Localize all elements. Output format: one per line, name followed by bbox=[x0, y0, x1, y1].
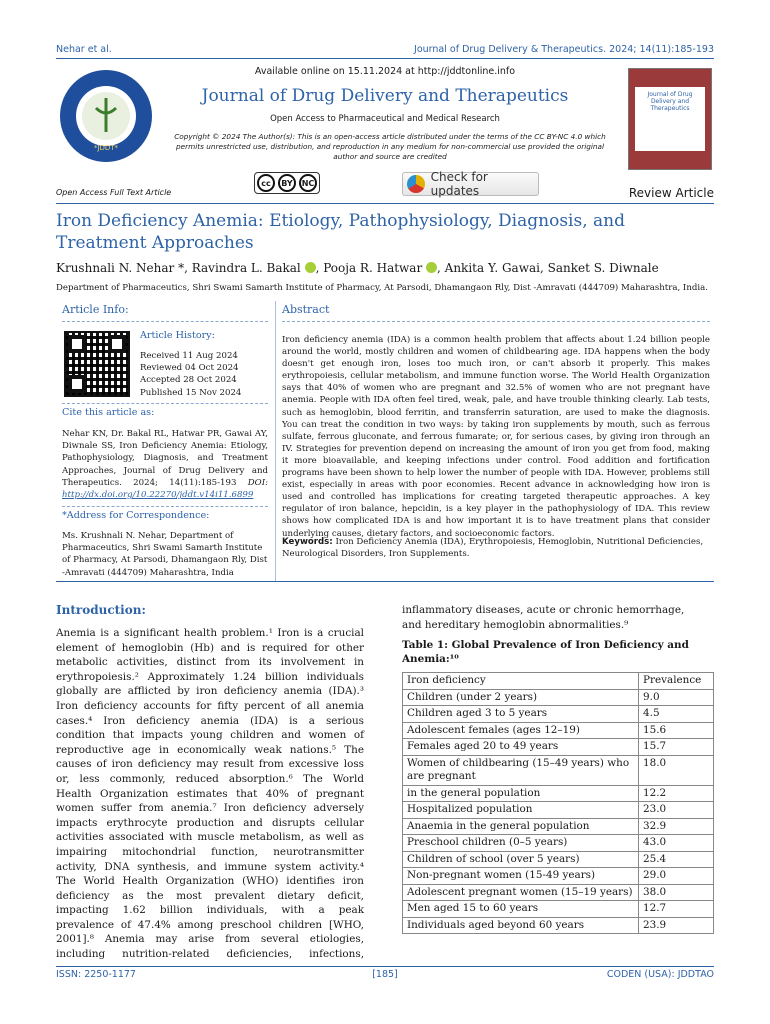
intro-line: impacts erythrocyte production and disrupts cellular bbox=[56, 816, 364, 829]
prevalence-cell: 9.0 bbox=[639, 689, 714, 706]
abstract-bottom-rule bbox=[56, 581, 714, 582]
intro-line: activities associated with muscle metabolism, as well as bbox=[56, 831, 364, 844]
intro-continued: inflammatory diseases, acute or chronic hemorrhage, and hereditary hemoglobin abnormalities.⁹ bbox=[402, 604, 685, 631]
prevalence-cell: 25.4 bbox=[639, 851, 714, 868]
open-access-label: Open Access Full Text Article bbox=[56, 188, 172, 197]
intro-text bbox=[56, 626, 364, 962]
intro-line: erythropoiesis.² Approximately 1.24 billion individuals bbox=[56, 670, 364, 683]
intro-line: Iron deficiency accounts for fifty percent of all anemia bbox=[56, 699, 364, 712]
abstract-text: Iron deficiency anemia (IDA) is a common health problem that affects about 1.24 billion people around the world, mostly children and women of childbearing age. IDA happens when the body doesn't get enough iron, loses too much iron, or can't absorb it properly. This makes erythropoiesis, cellular metabolism, and immune function worse. The World Health Organization says that 40% of women who are pregnant and 32.5% of women who are not pregnant have anemia. People with IDA often feel tired, weak, pale, and have trouble thinking clearly. Lab tests, such as hemoglobin, blood ferritin, and transferrin saturation, are used to make the diagnosis. You can treat the condition in two ways: by taking iron supplements by mouth, such as ferrous sulfate, ferrous gluconate, and ferrous fumarate; or, for serious cases, by giving iron through an IV. Strategies for prevention depend on increasing the amount of iron you get from food, making it more bioavailable, and keeping infections under control. Food addition and fortification programs have been shown to help lower the number of people with IDA. However, problems still exist, especially in areas with poor economies. Recent advance in acknowledging how iron is used and controlled has implications for creating targeted therapeutic approaches. A key regulator of iron balance, hepcidin, is a key player in the pathophysiology of IDA. This review shows how complicated IDA is and how important it is to have treatment plans that consider underlying causes, dietary factors, and socioeconomic factors. bbox=[282, 335, 710, 539]
prevalence-cell: 15.7 bbox=[639, 739, 714, 756]
article-info-heading: Article Info: bbox=[62, 303, 129, 316]
check-for-updates-button[interactable] bbox=[402, 172, 539, 196]
running-citation: Journal of Drug Delivery & Therapeutics. 2024; 14(11):185-193 bbox=[414, 44, 714, 55]
abstract-heading: Abstract bbox=[282, 303, 330, 316]
prevalence-cell: 23.9 bbox=[639, 917, 714, 934]
header-rule bbox=[56, 58, 714, 59]
prevalence-cell: 12.2 bbox=[639, 785, 714, 802]
orcid-icon[interactable] bbox=[426, 262, 437, 273]
intro-heading: Introduction: bbox=[56, 603, 146, 617]
header-cell: Iron deficiency bbox=[403, 673, 639, 690]
info-divider bbox=[62, 403, 268, 404]
intro-line: women suffer from anemia.⁷ Iron deficiency adversely bbox=[56, 802, 364, 815]
prevalence-table bbox=[402, 672, 714, 934]
table-row bbox=[403, 755, 714, 785]
group-cell: Non-pregnant women (15-49 years) bbox=[403, 868, 639, 885]
group-cell: Adolescent females (ages 12–19) bbox=[403, 722, 639, 739]
prevalence-cell: 29.0 bbox=[639, 868, 714, 885]
check-for-updates-label: Check for updates bbox=[430, 170, 488, 198]
intro-line: The World Health Organization (WHO) identifies iron bbox=[56, 875, 364, 888]
group-cell: Hospitalized population bbox=[403, 802, 639, 819]
group-cell: Females aged 20 to 49 years bbox=[403, 739, 639, 756]
authors-part-1: Krushnali N. Nehar *, Ravindra L. Bakal bbox=[56, 261, 301, 275]
page-number: [185] bbox=[372, 969, 398, 980]
table-row bbox=[403, 851, 714, 868]
intro-line: deficiency as the most prevalent dietary deficit, bbox=[56, 889, 364, 902]
journal-title: Journal of Drug Delivery and Therapeutics bbox=[201, 86, 569, 106]
keywords-label: Keywords: bbox=[282, 537, 333, 547]
group-cell: Children aged 3 to 5 years bbox=[403, 706, 639, 723]
group-cell: Children of school (over 5 years) bbox=[403, 851, 639, 868]
table-row bbox=[403, 818, 714, 835]
cc-license-badge[interactable] bbox=[254, 172, 320, 194]
cite-heading: Cite this article as: bbox=[62, 407, 155, 418]
intro-line: Anemia is a significant health problem.¹ Iron is a crucial bbox=[56, 627, 364, 639]
intro-line: impacting 1.62 billion individuals, with a peak bbox=[56, 904, 364, 917]
authors-part-2: , Pooja R. Hatwar bbox=[315, 261, 423, 275]
table-row bbox=[403, 802, 714, 819]
author-list bbox=[56, 261, 659, 275]
running-author: Nehar et al. bbox=[56, 44, 112, 55]
orcid-icon[interactable] bbox=[305, 262, 316, 273]
header-cell: Prevalence bbox=[639, 673, 714, 690]
info-divider bbox=[62, 321, 268, 322]
prevalence-cell: 23.0 bbox=[639, 802, 714, 819]
journal-cover bbox=[628, 68, 712, 170]
doi-label: DOI: bbox=[247, 477, 269, 488]
affiliation: Department of Pharmaceutics, Shri Swami Samarth Institute of Pharmacy, At Parsodi, Dhamangaon Rly, Dist -Amravati (444709) Maharashtra, India. bbox=[56, 283, 708, 293]
crossmark-icon bbox=[407, 175, 425, 193]
intro-line: including nutrition-related deficiencies, infections, bbox=[56, 948, 364, 961]
intro-line: activity, DNA synthesis, and immune system activity.⁴ bbox=[56, 860, 364, 873]
table-row bbox=[403, 689, 714, 706]
group-cell: Individuals aged beyond 60 years bbox=[403, 917, 639, 934]
intro-line: Health Organization estimates that 40% of pregnant bbox=[56, 787, 364, 800]
table-row bbox=[403, 884, 714, 901]
intro-line: impairing mitochondrial function, neurotransmitter bbox=[56, 845, 364, 858]
prevalence-cell: 38.0 bbox=[639, 884, 714, 901]
keywords bbox=[282, 536, 710, 560]
accepted-date: Accepted 28 Oct 2024 bbox=[140, 375, 237, 386]
keywords-text: Iron Deficiency Anemia (IDA), Erythropoiesis, Hemoglobin, Nutritional Deficiencies, Neurological Disorders, Iron Supplements. bbox=[282, 537, 704, 560]
received-date: Received 11 Aug 2024 bbox=[140, 351, 238, 361]
copyright-notice: Copyright © 2024 The Author(s): This is an open-access article distributed under the terms of the CC BY-NC 4.0 which permits unrestricted use, distribution, and reproduction in any medium for non-commercial use provided the original author and source are credited bbox=[174, 132, 606, 161]
intro-line: prevalence of 47.4% among preschool children [WHO, bbox=[56, 918, 364, 931]
group-cell: Women of childbearing (15–49 years) who are pregnant bbox=[403, 755, 639, 785]
cover-title: Journal of Drug Delivery and Therapeutics bbox=[635, 87, 705, 151]
article-title: Iron Deficiency Anemia: Etiology, Pathophysiology, Diagnosis, and Treatment Approaches bbox=[56, 211, 625, 253]
nc-icon: NC bbox=[299, 174, 317, 192]
journal-subtitle: Open Access to Pharmaceutical and Medical Research bbox=[270, 114, 500, 124]
group-cell: in the general population bbox=[403, 785, 639, 802]
doi-link[interactable]: http://dx.doi.org/10.22270/jddt.v14i11.6899 bbox=[62, 490, 254, 501]
correspondence-text: Ms. Krushnali N. Nehar, Department of Pharmaceutics, Shri Swami Samarth Institute of Pharmacy, At Parsodi, Dhamangaon Rly, Dist -Amravati (444709) Maharashtra, India bbox=[62, 531, 268, 578]
table-row bbox=[403, 739, 714, 756]
abstract-divider bbox=[282, 321, 710, 322]
table-row bbox=[403, 835, 714, 852]
prevalence-cell: 18.0 bbox=[639, 755, 714, 785]
table-caption: Table 1: Global Prevalence of Iron Deficiency and Anemia:¹⁰ bbox=[402, 639, 689, 665]
prevalence-cell: 4.5 bbox=[639, 706, 714, 723]
intro-line: element of hemoglobin (Hb) and is required for other bbox=[56, 641, 364, 654]
article-type: Review Article bbox=[628, 186, 714, 200]
correspondence-heading: *Address for Correspondence: bbox=[62, 510, 210, 521]
table-row bbox=[403, 785, 714, 802]
prevalence-cell: 15.6 bbox=[639, 722, 714, 739]
available-online: Available online on 15.11.2024 at http://jddtonline.info bbox=[254, 66, 516, 77]
prevalence-cell: 43.0 bbox=[639, 835, 714, 852]
title-top-rule bbox=[56, 203, 714, 204]
authors-part-3: , Ankita Y. Gawai, Sanket S. Diwnale bbox=[437, 261, 659, 275]
table-row bbox=[403, 868, 714, 885]
intro-line: causes of iron deficiency may result from excessive loss bbox=[56, 758, 364, 771]
logo-inner-text: *JDDT* bbox=[93, 144, 119, 152]
reviewed-date: Reviewed 04 Oct 2024 bbox=[140, 363, 239, 374]
footer-rule bbox=[56, 966, 714, 967]
intro-line: metabolic activities, distinct from its involvement in bbox=[56, 656, 364, 669]
intro-line: or, less commonly, reduced absorption.⁶ The World bbox=[56, 772, 364, 785]
intro-line: 2001].⁸ Anemia may arise from several etiologies, bbox=[56, 933, 364, 946]
history-heading: Article History: bbox=[140, 330, 215, 341]
intro-line: globally are afflicted by iron deficiency anemia (IDA).³ bbox=[56, 685, 364, 698]
table-header-row bbox=[403, 673, 714, 690]
qr-code[interactable] bbox=[64, 331, 130, 397]
group-cell: Children (under 2 years) bbox=[403, 689, 639, 706]
intro-line: reproductive age in economically weak nations.⁵ The bbox=[56, 743, 364, 756]
prevalence-cell: 32.9 bbox=[639, 818, 714, 835]
table-row bbox=[403, 917, 714, 934]
table-row bbox=[403, 722, 714, 739]
coden: CODEN (USA): JDDTAO bbox=[606, 969, 714, 980]
table-row bbox=[403, 901, 714, 918]
table-row bbox=[403, 706, 714, 723]
prevalence-cell: 12.7 bbox=[639, 901, 714, 918]
info-divider bbox=[62, 506, 268, 507]
cite-text: Nehar KN, Dr. Bakal RL, Hatwar PR, Gawai AY, Diwnale SS, Iron Deficiency Anemia: Etiology, Pathophysiology, Diagnosis, and Treatment Approaches, Journal of Drug Delivery and Therapeutics. 2024; 14(11):185-193 DOI: http://dx.doi.org/10.22270/jddt.v14i11.6899 bbox=[62, 429, 269, 501]
group-cell: Preschool children (0–5 years) bbox=[403, 835, 639, 852]
history-list bbox=[140, 350, 241, 399]
published-date: Published 15 Nov 2024 bbox=[140, 387, 242, 398]
intro-line: condition that impacts young children and women of bbox=[56, 729, 364, 742]
group-cell: Anaemia in the general population bbox=[403, 818, 639, 835]
cc-icon: cc bbox=[257, 174, 275, 192]
by-icon: BY bbox=[278, 174, 296, 192]
intro-line: cases.⁴ Iron deficiency anemia (IDA) is a serious bbox=[56, 714, 364, 727]
group-cell: Adolescent pregnant women (15–19 years) bbox=[403, 884, 639, 901]
issn: ISSN: 2250-1177 bbox=[56, 969, 136, 980]
group-cell: Men aged 15 to 60 years bbox=[403, 901, 639, 918]
